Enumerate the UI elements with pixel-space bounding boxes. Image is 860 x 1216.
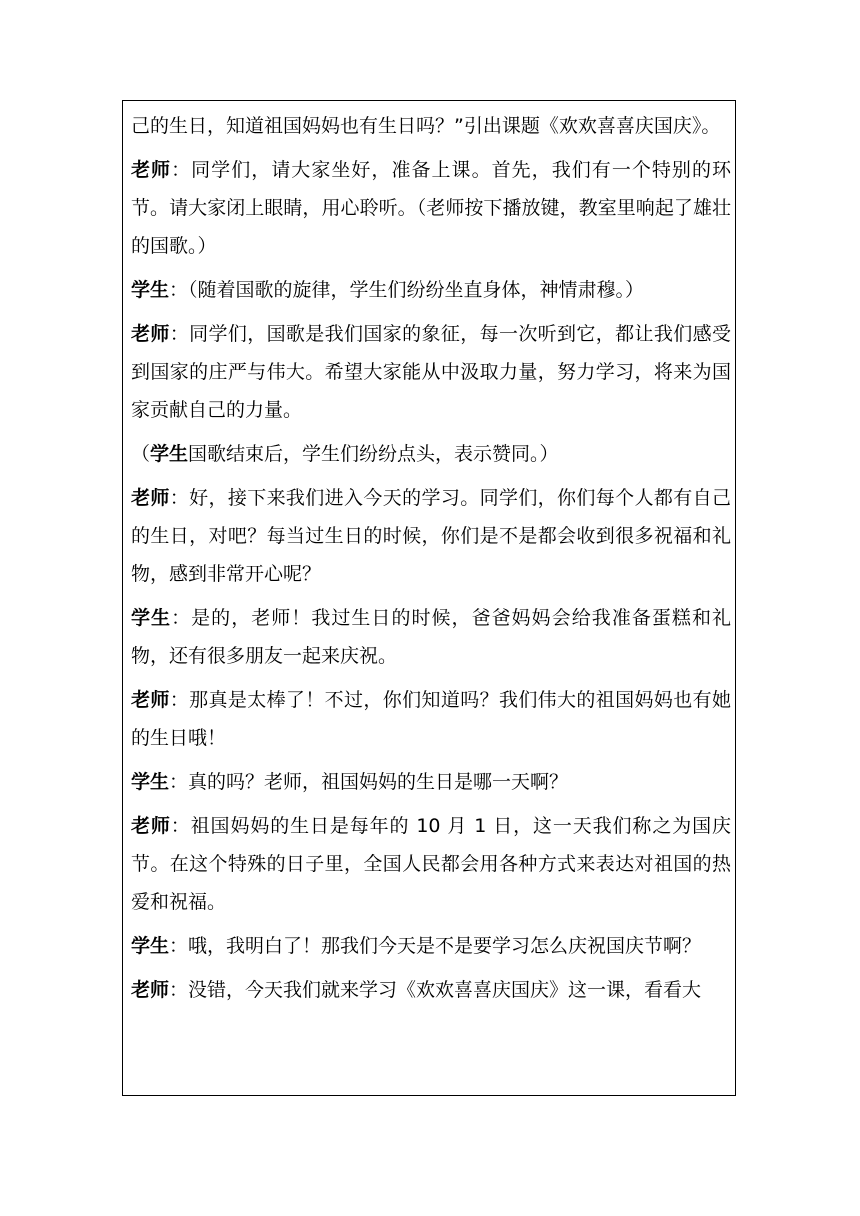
speaker-colon: ： (169, 935, 189, 957)
dialogue-line (131, 435, 731, 473)
speaker-label: 学生 (131, 935, 170, 957)
speaker-colon: ： (171, 159, 192, 181)
dialogue-content (131, 107, 731, 1015)
dialogue-text: 好，接下来我们进入今天的学习。同学们，你们每个人都有自己的生日，对吧？每当过生日的时候，你们是不是都会收到很多祝福和礼物，感到非常开心呢？ (131, 487, 731, 585)
dialogue-line (131, 763, 731, 801)
speaker-label: 老师 (131, 323, 170, 345)
dialogue-text: 同学们，国歌是我们国家的象征，每一次听到它，都让我们感受到国家的庄严与伟大。希望大家能从中汲取力量，努力学习，将来为国家贡献自己的力量。 (131, 323, 731, 421)
speaker-label: 学生 (131, 771, 170, 793)
dialogue-text: 没错，今天我们就来学习《欢欢喜喜庆国庆》这一课，看看大 (188, 979, 702, 1001)
speaker-colon: ： (169, 771, 189, 793)
speaker-label: 老师 (131, 979, 170, 1001)
dialogue-line (131, 807, 731, 921)
dialogue-text: 是的，老师！我过生日的时候，爸爸妈妈会给我准备蛋糕和礼物，还有很多朋友一起来庆祝。 (131, 607, 731, 667)
speaker-label: 学生 (131, 607, 172, 629)
dialogue-line (131, 681, 731, 757)
dialogue-text: 那真是太棒了！不过，你们知道吗？我们伟大的祖国妈妈也有她的生日哦！ (131, 689, 731, 749)
dialogue-line (131, 599, 731, 675)
speaker-label: 学生 (150, 443, 189, 465)
dialogue-line (131, 315, 731, 429)
dialogue-text: 祖国妈妈的生日是每年的 10 月 1 日，这一天我们称之为国庆节。在这个特殊的日子里，全国人民都会用各种方式来表达对祖国的热爱和祝福。 (131, 815, 731, 913)
speaker-label: 老师 (131, 815, 171, 837)
dialogue-line (131, 271, 731, 309)
dialogue-text: 己的生日，知道祖国妈妈也有生日吗？”引出课题《欢欢喜喜庆国庆》。 (131, 115, 721, 137)
speaker-label: 老师 (131, 689, 170, 711)
dialogue-text: 同学们，请大家坐好，准备上课。首先，我们有一个特别的环节。请大家闭上眼睛，用心聆听。（老师按下播放键，教室里响起了雄壮的国歌。） (131, 159, 731, 257)
paren-open: （ (131, 443, 151, 465)
dialogue-text: （随着国歌的旋律，学生们纷纷坐直身体，神情肃穆。） (188, 279, 645, 301)
dialogue-line (131, 927, 731, 965)
speaker-label: 老师 (131, 487, 170, 509)
dialogue-line (131, 971, 731, 1009)
table-cell-frame (122, 100, 736, 1096)
dialogue-line (131, 479, 731, 593)
speaker-colon: ： (169, 487, 190, 509)
continuation-line (131, 107, 731, 145)
speaker-label: 老师 (131, 159, 172, 181)
dialogue-text: 哦，我明白了！那我们今天是不是要学习怎么庆祝国庆节啊？ (188, 935, 702, 957)
speaker-colon: ： (169, 323, 190, 345)
dialogue-line (131, 151, 731, 265)
speaker-colon: ： (169, 279, 189, 301)
speaker-colon: ： (169, 689, 190, 711)
speaker-colon: ： (171, 607, 192, 629)
speaker-label: 学生 (131, 279, 170, 301)
speaker-colon: ： (170, 815, 191, 837)
speaker-colon: ： (169, 979, 189, 1001)
dialogue-text: 国歌结束后，学生们纷纷点头，表示赞同。） (188, 443, 559, 465)
dialogue-text: 真的吗？老师，祖国妈妈的生日是哪一天啊？ (188, 771, 569, 793)
